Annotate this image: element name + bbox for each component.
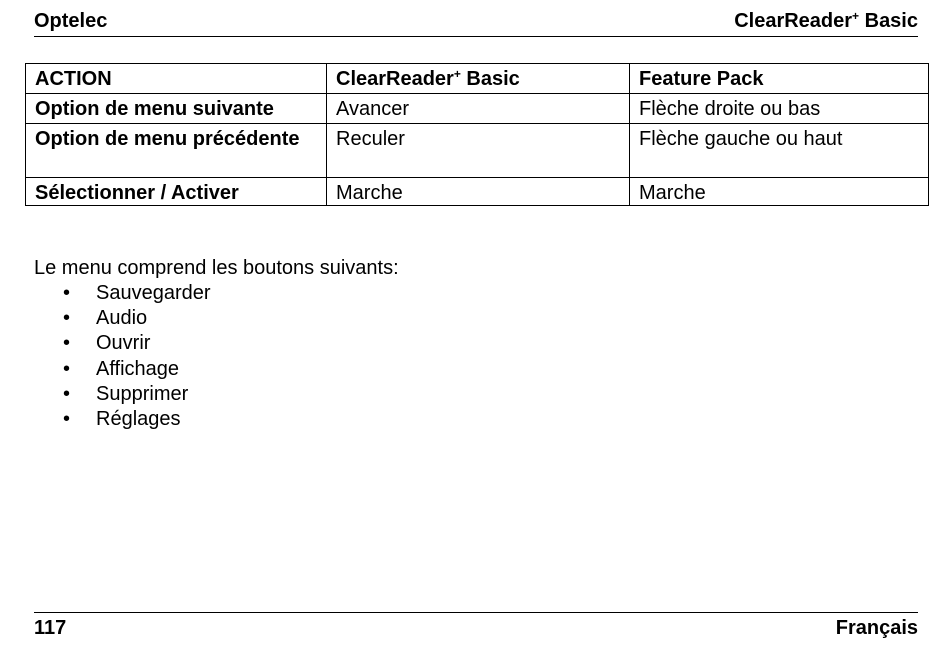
list-item-label: Supprimer <box>96 382 189 405</box>
key-actions-table <box>25 63 929 206</box>
table-cell-feature-pack: Marche <box>630 178 929 206</box>
column-header-basic <box>327 64 630 94</box>
table-cell-action: Option de menu précédente <box>26 124 327 178</box>
bullet-icon: • <box>63 282 71 304</box>
list-item <box>34 357 211 382</box>
page-number: 117 <box>34 617 67 639</box>
table-cell-basic: Reculer <box>327 124 630 178</box>
menu-intro-text: Le menu comprend les boutons suivants: <box>34 257 399 279</box>
footer-language: Français <box>835 617 918 639</box>
list-item-label: Ouvrir <box>96 332 151 355</box>
table-cell-action: Option de menu suivante <box>26 94 327 124</box>
table-row <box>26 94 929 124</box>
table-cell-feature-pack: Flèche gauche ou haut <box>630 124 929 178</box>
bullet-icon: • <box>63 332 71 355</box>
list-item <box>34 382 211 407</box>
column-header-basic-suffix: Basic <box>460 68 520 90</box>
brand-name: Optelec <box>34 10 108 32</box>
list-item-label: Sauvegarder <box>96 282 211 304</box>
table-header-row <box>26 64 929 94</box>
column-header-action: ACTION <box>26 64 327 94</box>
table-cell-feature-pack: Flèche droite ou bas <box>630 94 929 124</box>
product-name-sup: + <box>852 9 860 23</box>
table-row <box>26 124 929 178</box>
product-name <box>734 8 918 34</box>
list-item-label: Audio <box>96 307 148 330</box>
column-header-basic-sup: + <box>453 67 461 81</box>
product-name-suffix: Basic <box>859 10 918 32</box>
table-row <box>26 178 929 206</box>
table-cell-basic: Marche <box>327 178 630 206</box>
column-header-feature-pack: Feature Pack <box>630 64 929 94</box>
bullet-icon: • <box>63 382 71 405</box>
column-header-basic-text: ClearReader <box>336 68 454 90</box>
list-item <box>34 281 211 306</box>
list-item <box>34 331 211 356</box>
menu-buttons-list <box>34 281 211 432</box>
table-cell-action: Sélectionner / Activer <box>26 178 327 206</box>
list-item-label: Réglages <box>96 408 181 431</box>
list-item <box>34 306 211 331</box>
bullet-icon: • <box>63 357 71 380</box>
list-item-label: Affichage <box>96 357 180 380</box>
bullet-icon: • <box>63 307 71 330</box>
list-item <box>34 407 211 432</box>
bullet-icon: • <box>63 408 71 431</box>
product-name-text: ClearReader <box>734 10 853 32</box>
table-cell-basic: Avancer <box>327 94 630 124</box>
page-footer <box>34 612 918 642</box>
page-header <box>34 8 918 37</box>
